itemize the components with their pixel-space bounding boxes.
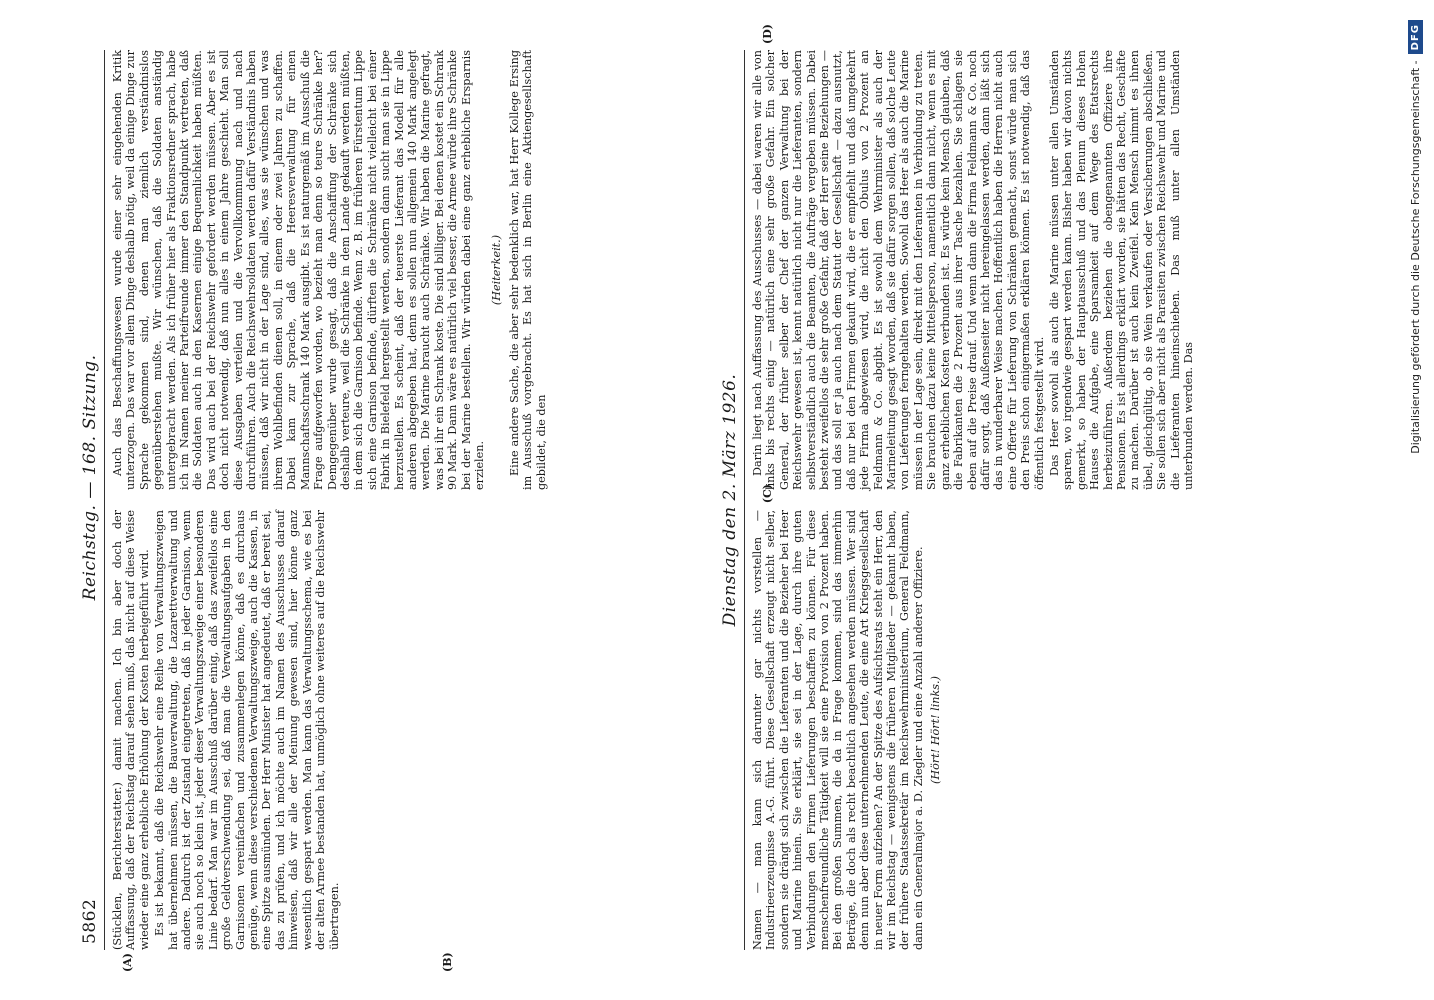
left-header-title: Reichstag. — 168. Sitzung. bbox=[80, 354, 100, 601]
margin-marker-b: (B) bbox=[441, 952, 454, 972]
right-column-1 bbox=[751, 484, 1197, 950]
left-column-2 bbox=[111, 50, 550, 490]
left-column-1 bbox=[111, 510, 550, 972]
right-columns bbox=[745, 24, 1197, 950]
right-header-title: Dienstag den 2. März 1926. bbox=[720, 373, 740, 627]
right-running-head bbox=[720, 50, 745, 950]
left-columns bbox=[105, 50, 550, 972]
margin-marker-d: (D) bbox=[761, 24, 774, 44]
paragraph: Es ist bekannt, daß die Reichswehr eine Reihe von Verwaltungszweigen hat übernehmen müssen, die Bauverwaltung, die Lazarettverwaltung und andere. Dadurch ist der Zustand eingetreten, daß in jeder Garnison, wenn sie auch noch so klein ist, jeder dieser Verwaltungszweige einer besonderen Linie bedarf. Man war im Ausschuß darüber einig, daß das zweifellos eine große Geldverschwendung sei, daß man die Verwaltungsaufgaben in den Garnisonen vereinfachen und zusammenlegen könne, daß es durchaus genüge, wenn diese verschiedenen Verwaltungszweige, auch die Kassen, in eine Spitze ausmünden. Der Herr Minister hat angedeutet, daß er bereit sei, das zu prüfen, und ich möchte auch im Namen des Ausschusses darauf hinweisen, daß wir alle der Meinung gewesen sind, hier könne ganz wesentlich gespart werden. Man kann das Verwaltungsschema, wie es bei der alten Armee bestanden hat, unmöglich ohne weiteres auf die Reichswehr übertragen. bbox=[153, 510, 341, 950]
interjection: (Hört! Hört! links.) bbox=[929, 676, 943, 784]
margin-marker-c: (C) bbox=[761, 484, 774, 504]
left-running-head bbox=[80, 50, 105, 950]
rotated-spread bbox=[80, 24, 1340, 972]
paragraph: Darin liegt nach Auffassung des Ausschusses — dabei waren wir alle von links bis rechts einig — natürlich eine sehr große Gefahr. Ein solcher General, der früher selber der Chef der ganzen Verwaltung bei der Reichswehr gewesen ist, kennt natürlich nicht nur die Lieferanten, sondern selbstverständlich auch die Beamten, die Aufträge vergeben müssen. Dabei besteht zweifellos die sehr große Gefahr, daß der Herr seine Beziehungen — und das soll er ja auch nach dem Statut der Gesellschaft — dazu ausnutzt, daß nur bei den Firmen gekauft wird, die er empfiehlt und daß umgekehrt jede Firma abgewiesen wird, die nicht den Obulus von 2 Prozent an Feldmann & Co. abgibt. Es ist sowohl dem Wehrminister als auch der Marineleitung gesagt worden, daß sie dafür sorgen sollen, daß solche Leute von Lieferungen ferngehalten werden. Sowohl das Heer als auch die Marine müssen in der Lage sein, direkt mit den Lieferanten in Verbindung zu treten. Sie brauchen dazu keine Mittelsperson, namentlich dann nicht, wenn es mit ganz erheblichen Kosten verbunden ist. Es würde kein Mensch glauben, daß die Fabrikanten die 2 Prozent aus ihrer Tasche bezahlen. Sie schlagen sie eben auf die Preise drauf. Und wenn dann die Firma Feldmann & Co. noch dafür sorgt, daß Außenseiter nicht hereingelassen werden, dann läßt sich das in wunderbarer Weise machen. Hoffentlich haben die Herren nicht auch eine Offerte für Lieferung von Schränken gemacht, sonst würde man sich den Preis schon einigermaßen erklären können. Es ist notwendig, daß das öffentlich festgestellt wird. bbox=[751, 50, 1046, 490]
interjection: (Heiterkeit.) bbox=[490, 234, 504, 306]
digitization-credit bbox=[1402, 20, 1428, 980]
paragraph: (Stücklen, Berichterstatter.) damit machen. Ich bin aber doch der Auffassung, daß der Reichstag darauf sehen muß, daß nicht auf diese Weise wieder eine ganz erhebliche Erhöhung der Kosten herbeigeführt wird. bbox=[111, 510, 151, 950]
left-page bbox=[80, 50, 700, 972]
right-column-2 bbox=[751, 24, 1197, 490]
paragraph: Auch das Beschaffungswesen wurde einer sehr eingehenden Kritik unterzogen. Das war vor allem Dinge deshalb nötig, weil da einige Dinge zur Sprache gekommen sind, denen man ziemlich verständnislos gegenüberstehen mußte. Wir wünschen, daß die Soldaten anständig untergebracht werden. Als ich früher hier als Fraktionsredner sprach, habe ich im Namen meiner Parteifreunde immer den Standpunkt vertreten, daß die Soldaten auch in den Kasernen einige Bequemlichkeit haben müßten. Das wird auch bei der Reichswehr gefordert werden müssen. Aber es ist doch nicht notwendig, daß nun alles in einem Jahre geschieht. Man soll diese Ausgaben verteilen und die Vervollkommnung nach und nach durchführen. Auch die Reichswehrsoldaten werden dafür Verständnis haben müssen, daß wir nicht in der Lage sind, alles, was sie wünschen und was ihrem Wohlbefinden dienen soll, in einem oder zwei Jahren zu schaffen. Dabei kam zur Sprache, daß die Heeresverwaltung für einen Mannschaftsschrank 140 Mark ausgibt. Es ist naturgemäß im Ausschuß die Frage aufgeworfen worden, wo bezieht man denn so teure Schränke her? Demgegenüber wurde gesagt, daß die Anschaffung der Schränke sich deshalb verteure, weil die Schränke in dem Lande gekauft werden müßten, in dem sich die Garnison befinde. Wenn z. B. im früheren Fürstentum Lippe sich eine Garnison befinde, dürften die Schränke nicht vielleicht bei einer Fabrik in Bielefeld hergestellt werden, sondern dann sucht man sie in Lippe herzustellen. Es scheint, daß der teuerste Lieferant das Modell für alle anderen abgegeben hat, denn es sollen nun allgemein 140 Mark angelegt werden. Die Marine braucht auch Schränke. Wir haben die Marine gefragt, was bei ihr ein Schrank koste. Die sind billiger. Bei denen kostet ein Schrank 90 Mark. Dann wäre es natürlich viel besser, die Armee würde ihre Schränke bei der Marine bestellen. Wir würden dabei eine ganz erhebliche Ersparnis erzielen. bbox=[111, 50, 486, 490]
dfg-logo: DFG bbox=[1408, 20, 1423, 54]
paragraph: Namen — man kann sich darunter gar nichts vorstellen — Industrieerzeugnisse A.-G. führt. Diese Gesellschaft erzeugt nicht selber, sondern sie drängt sich zwischen die Lieferanten und die Bezieher bei Heer und Marine hinein. Sie erklärt, sie sei in der Lage, durch ihre guten Verbindungen den Firmen Lieferungen beschaffen zu können. Für diese menschenfreundliche Tätigkeit will sie eine Provision von 2 Prozent haben. Bei den großen Summen, die da in Frage kommen, sind das immerhin Beträge, die doch als recht beachtlich angesehen werden müssen. Wer sind denn nun aber diese unternehmenden Leute, die eine Art Kriegsgesellschaft in neuer Form aufziehen? An der Spitze des Aufsichtsrats steht ein Herr, den wir im Reichstag — wenigstens die früheren Mitglieder — gekannt haben, der frühere Staatssekretär im Reichswehrministerium, General Feldmann, dann ein Generalmajor a. D. Ziegler und eine Anzahl anderer Offiziere. bbox=[751, 510, 925, 950]
page-number: 5862 bbox=[80, 898, 100, 944]
margin-marker-a: (A) bbox=[121, 953, 134, 972]
paragraph: Das Heer sowohl als auch die Marine müssen unter allen Umständen sparen, wo irgendwie gespart werden kann. Bisher haben wir davon nichts gemerkt, so haben der Hauptausschuß und das Plenum dieses Hohen Hauses die Aufgabe, eine Sparsamkeit auf dem Wege des Etatsrechts herbeizuführen. Außerdem beziehen die obengenannten Offiziere ihre Pensionen. Es ist allerdings erklärt worden, sie hätten das Recht, Geschäfte zu machen. Darüber ist auch kein Zweifel. Kein Mensch nimmt es ihnen übel, gleichgültig, ob sie Wein verkaufen oder Versicherungen abschließen. Sie sollen sich aber nicht als Parasiten zwischen Reichswehr und Marine und die Lieferanten hineinschieben. Das muß unter allen Umständen unterbunden werden. Das bbox=[1047, 50, 1195, 490]
credit-text: Digitalisierung gefördert durch die Deutsche Forschungsgemeinschaft - bbox=[1408, 60, 1422, 454]
paragraph: Eine andere Sache, die aber sehr bedenklich war, hat Herr Kollege Ersing im Ausschuß vorgebracht. Es hat sich in Berlin eine Aktiengesellschaft gebildet, die den bbox=[507, 50, 548, 490]
right-page bbox=[720, 24, 1340, 950]
